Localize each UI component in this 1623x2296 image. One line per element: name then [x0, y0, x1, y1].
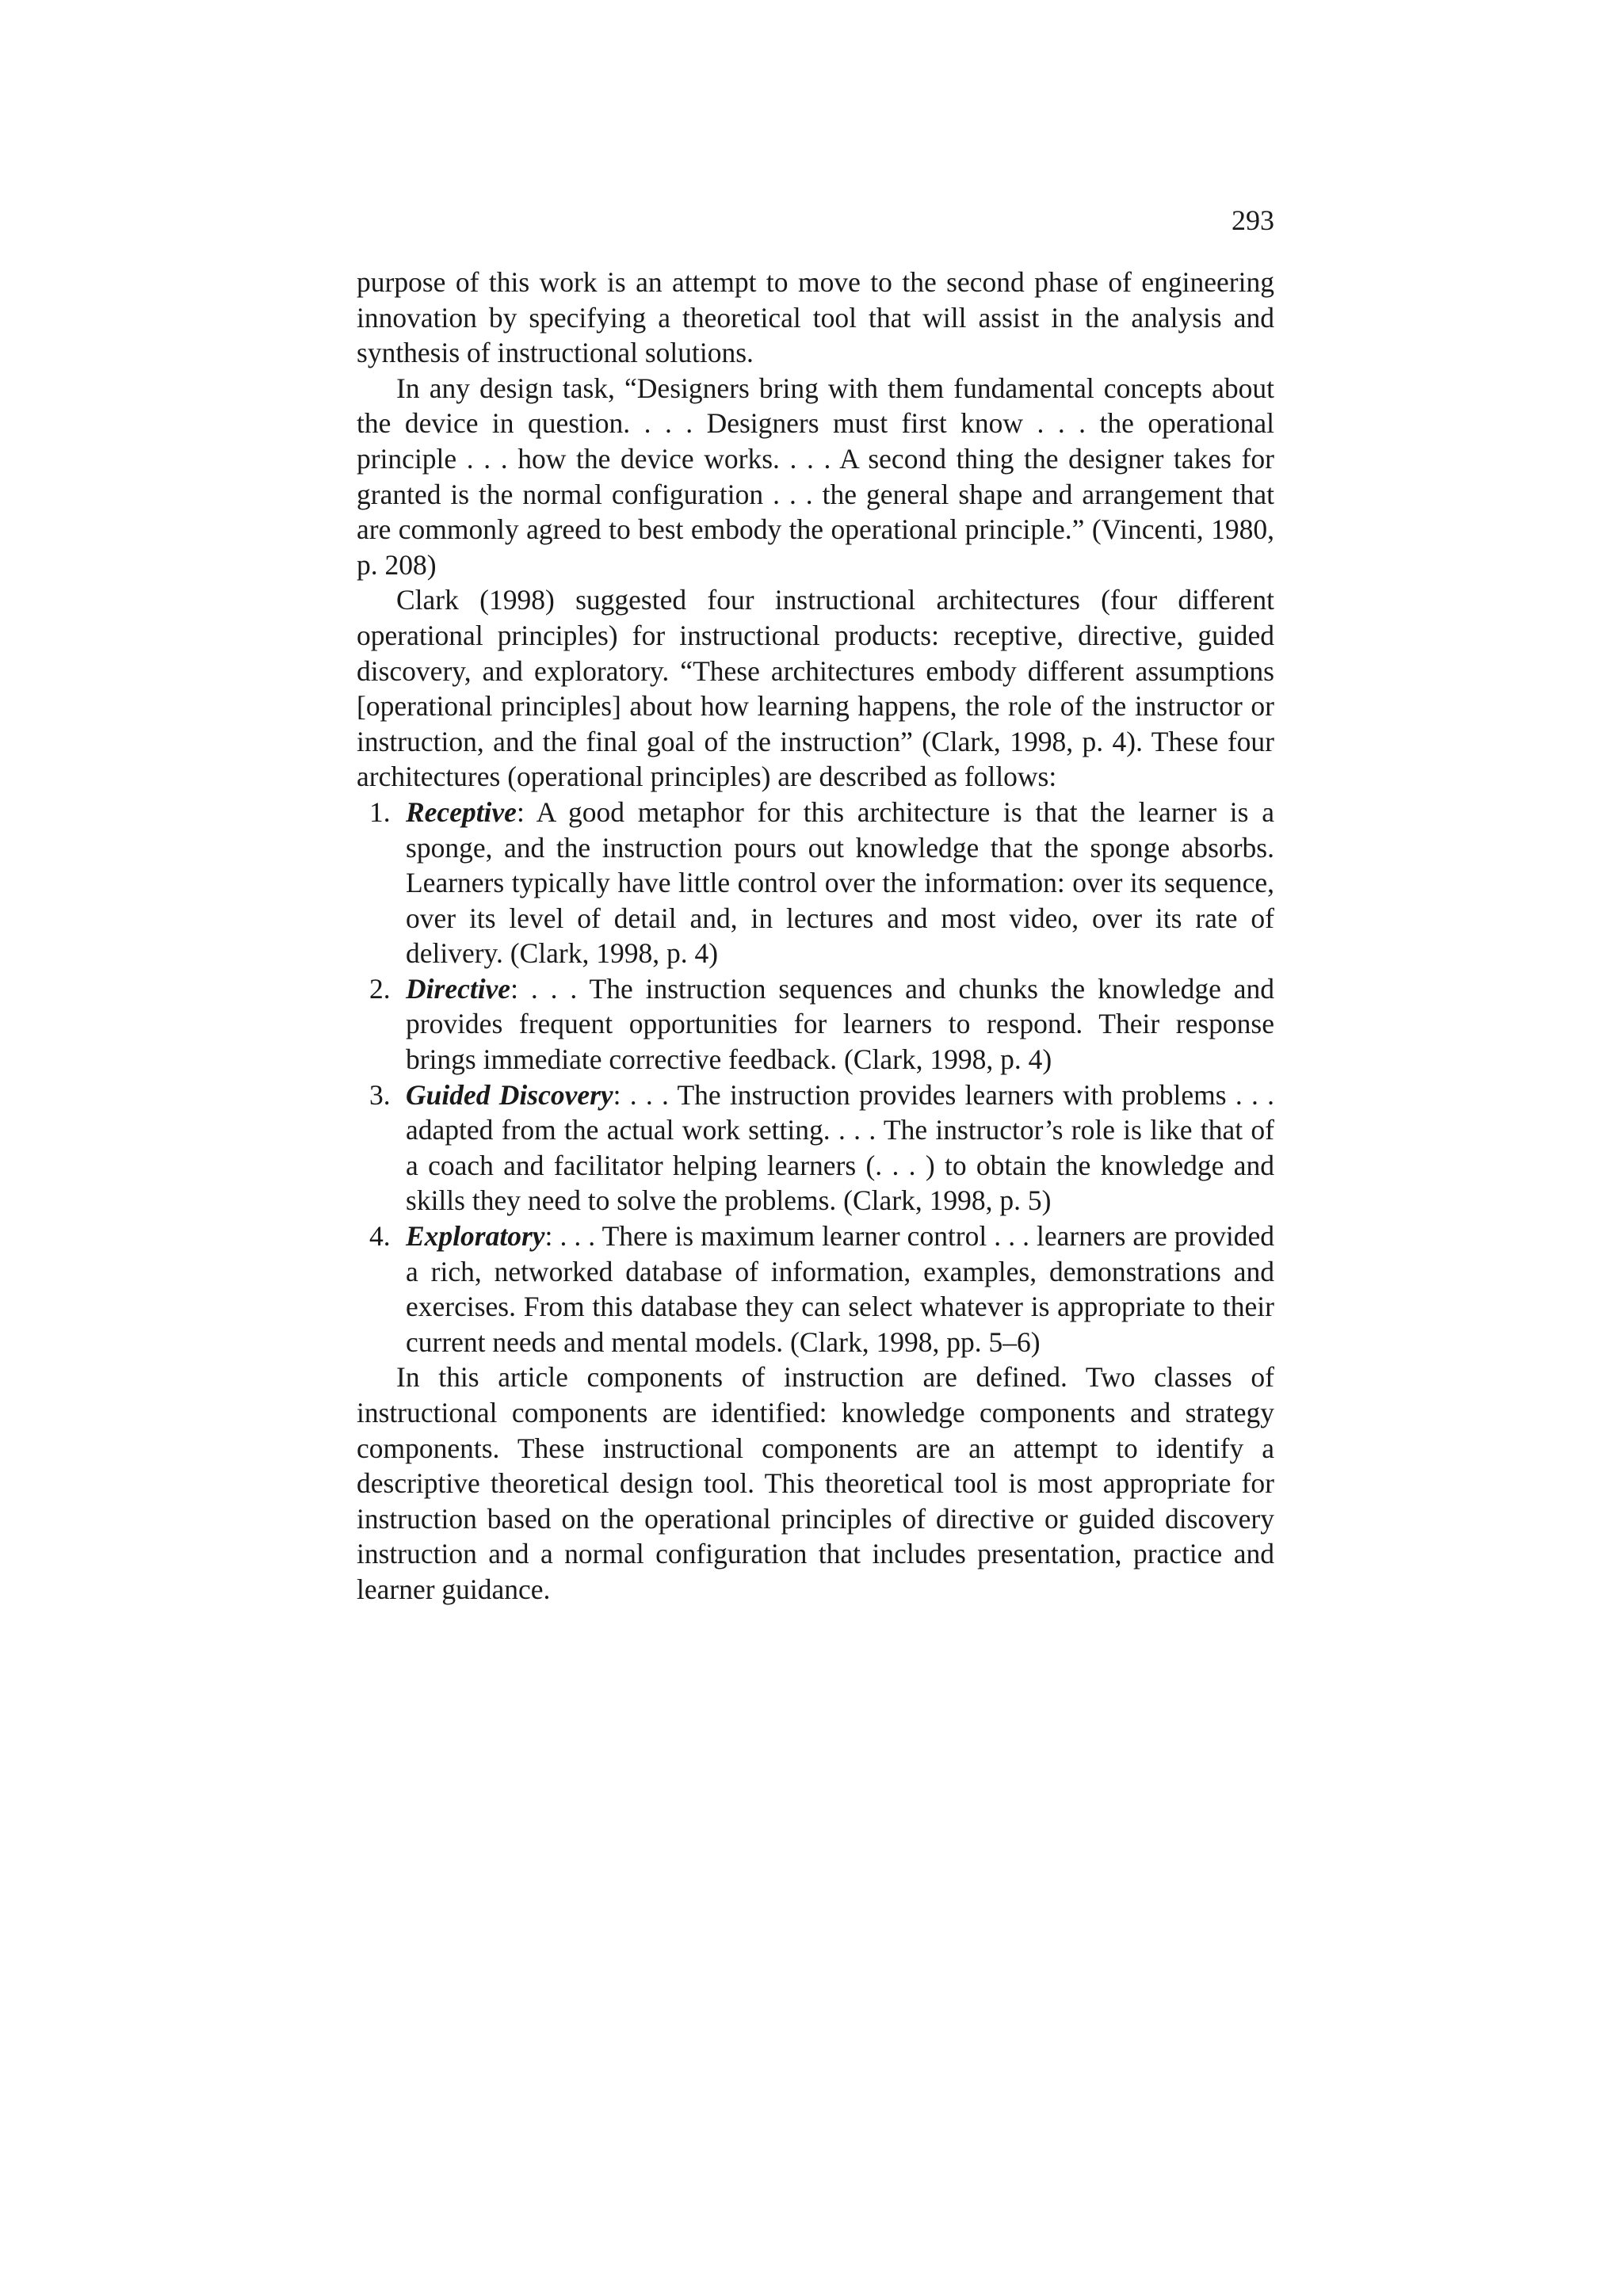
list-item-text: : . . . The instruction sequences and chunks the knowledge and provides frequent opportunities for learners to respond. Their response brings immediate corrective feedback. (Clark, 1998, p. 4) [406, 972, 1274, 1076]
list-item-term: Directive [406, 972, 511, 1005]
list-item-number: 2. [369, 972, 391, 1005]
architecture-list [357, 795, 1274, 1360]
list-item-text: : A good metaphor for this architecture is that the learner is a sponge, and the instruction pours out knowledge that the sponge absorbs. Learners typically have little control over the information: over its sequence, over its level of detail and, in lectures and most video, over its rate of delivery. (Clark, 1998, p. 4) [406, 795, 1274, 970]
list-item-text: : . . . There is maximum learner control . . . learners are provided a rich, networked database of information, examples, demonstrations and exercises. From this database they can select whatever is appropriate to their current needs and mental models. (Clark, 1998, pp. 5–6) [406, 1220, 1274, 1358]
list-item-term: Guided Discovery [406, 1078, 613, 1111]
paragraph-intro: purpose of this work is an attempt to move to the second phase of engineering innovation by specifying a theoretical tool that will assist in the analysis and synthesis of instructional solutions. [357, 266, 1274, 369]
list-item-term: Receptive [406, 795, 517, 828]
list-item-number: 3. [369, 1078, 391, 1111]
list-item-text: : . . . The instruction provides learners with problems . . . adapted from the actual work setting. . . . The instructor’s role is like that of a coach and facilitator helping learners (. . . ) to obtain the knowledge and skills they need to solve the problems. (Clark, 1998, p. 5) [406, 1078, 1274, 1217]
paragraph-vincenti-quote: In any design task, “Designers bring with them fundamental concepts about the device in question. . . . Designers must first know . . . the operational principle . . . how the device works. . . . A second thing the designer takes for granted is the normal configuration . . . the general shape and arrangement that are commonly agreed to best embody the operational principle.” (Vincenti, 1980, p. 208) [357, 372, 1274, 581]
paragraph-clark-architectures: Clark (1998) suggested four instructional architectures (four different operational principles) for instructional products: receptive, directive, guided discovery, and exploratory. “These architectures embody different assumptions [operational principles] about how learning happens, the role of the instructor or instruction, and the final goal of the instruction” (Clark, 1998, p. 4). These four architectures (operational principles) are described as follows: [357, 584, 1274, 793]
paragraph-components: In this article components of instruction are defined. Two classes of instructional components are identified: knowledge components and strategy components. These instructional components are an attempt to identify a descriptive theoretical design tool. This theoretical tool is most appropriate for instruction based on the operational principles of directive or guided discovery instruction and a normal configuration that includes presentation, practice and learner guidance. [357, 1361, 1274, 1605]
list-item-term: Exploratory [406, 1220, 545, 1253]
list-item-number: 1. [369, 795, 391, 828]
list-item-receptive [357, 795, 1274, 971]
list-item-number: 4. [369, 1220, 391, 1253]
body-text [357, 265, 1274, 1608]
list-item-exploratory [357, 1219, 1274, 1360]
list-item-directive [357, 971, 1274, 1077]
list-item-guided-discovery [357, 1077, 1274, 1219]
page-number: 293 [1232, 204, 1274, 236]
